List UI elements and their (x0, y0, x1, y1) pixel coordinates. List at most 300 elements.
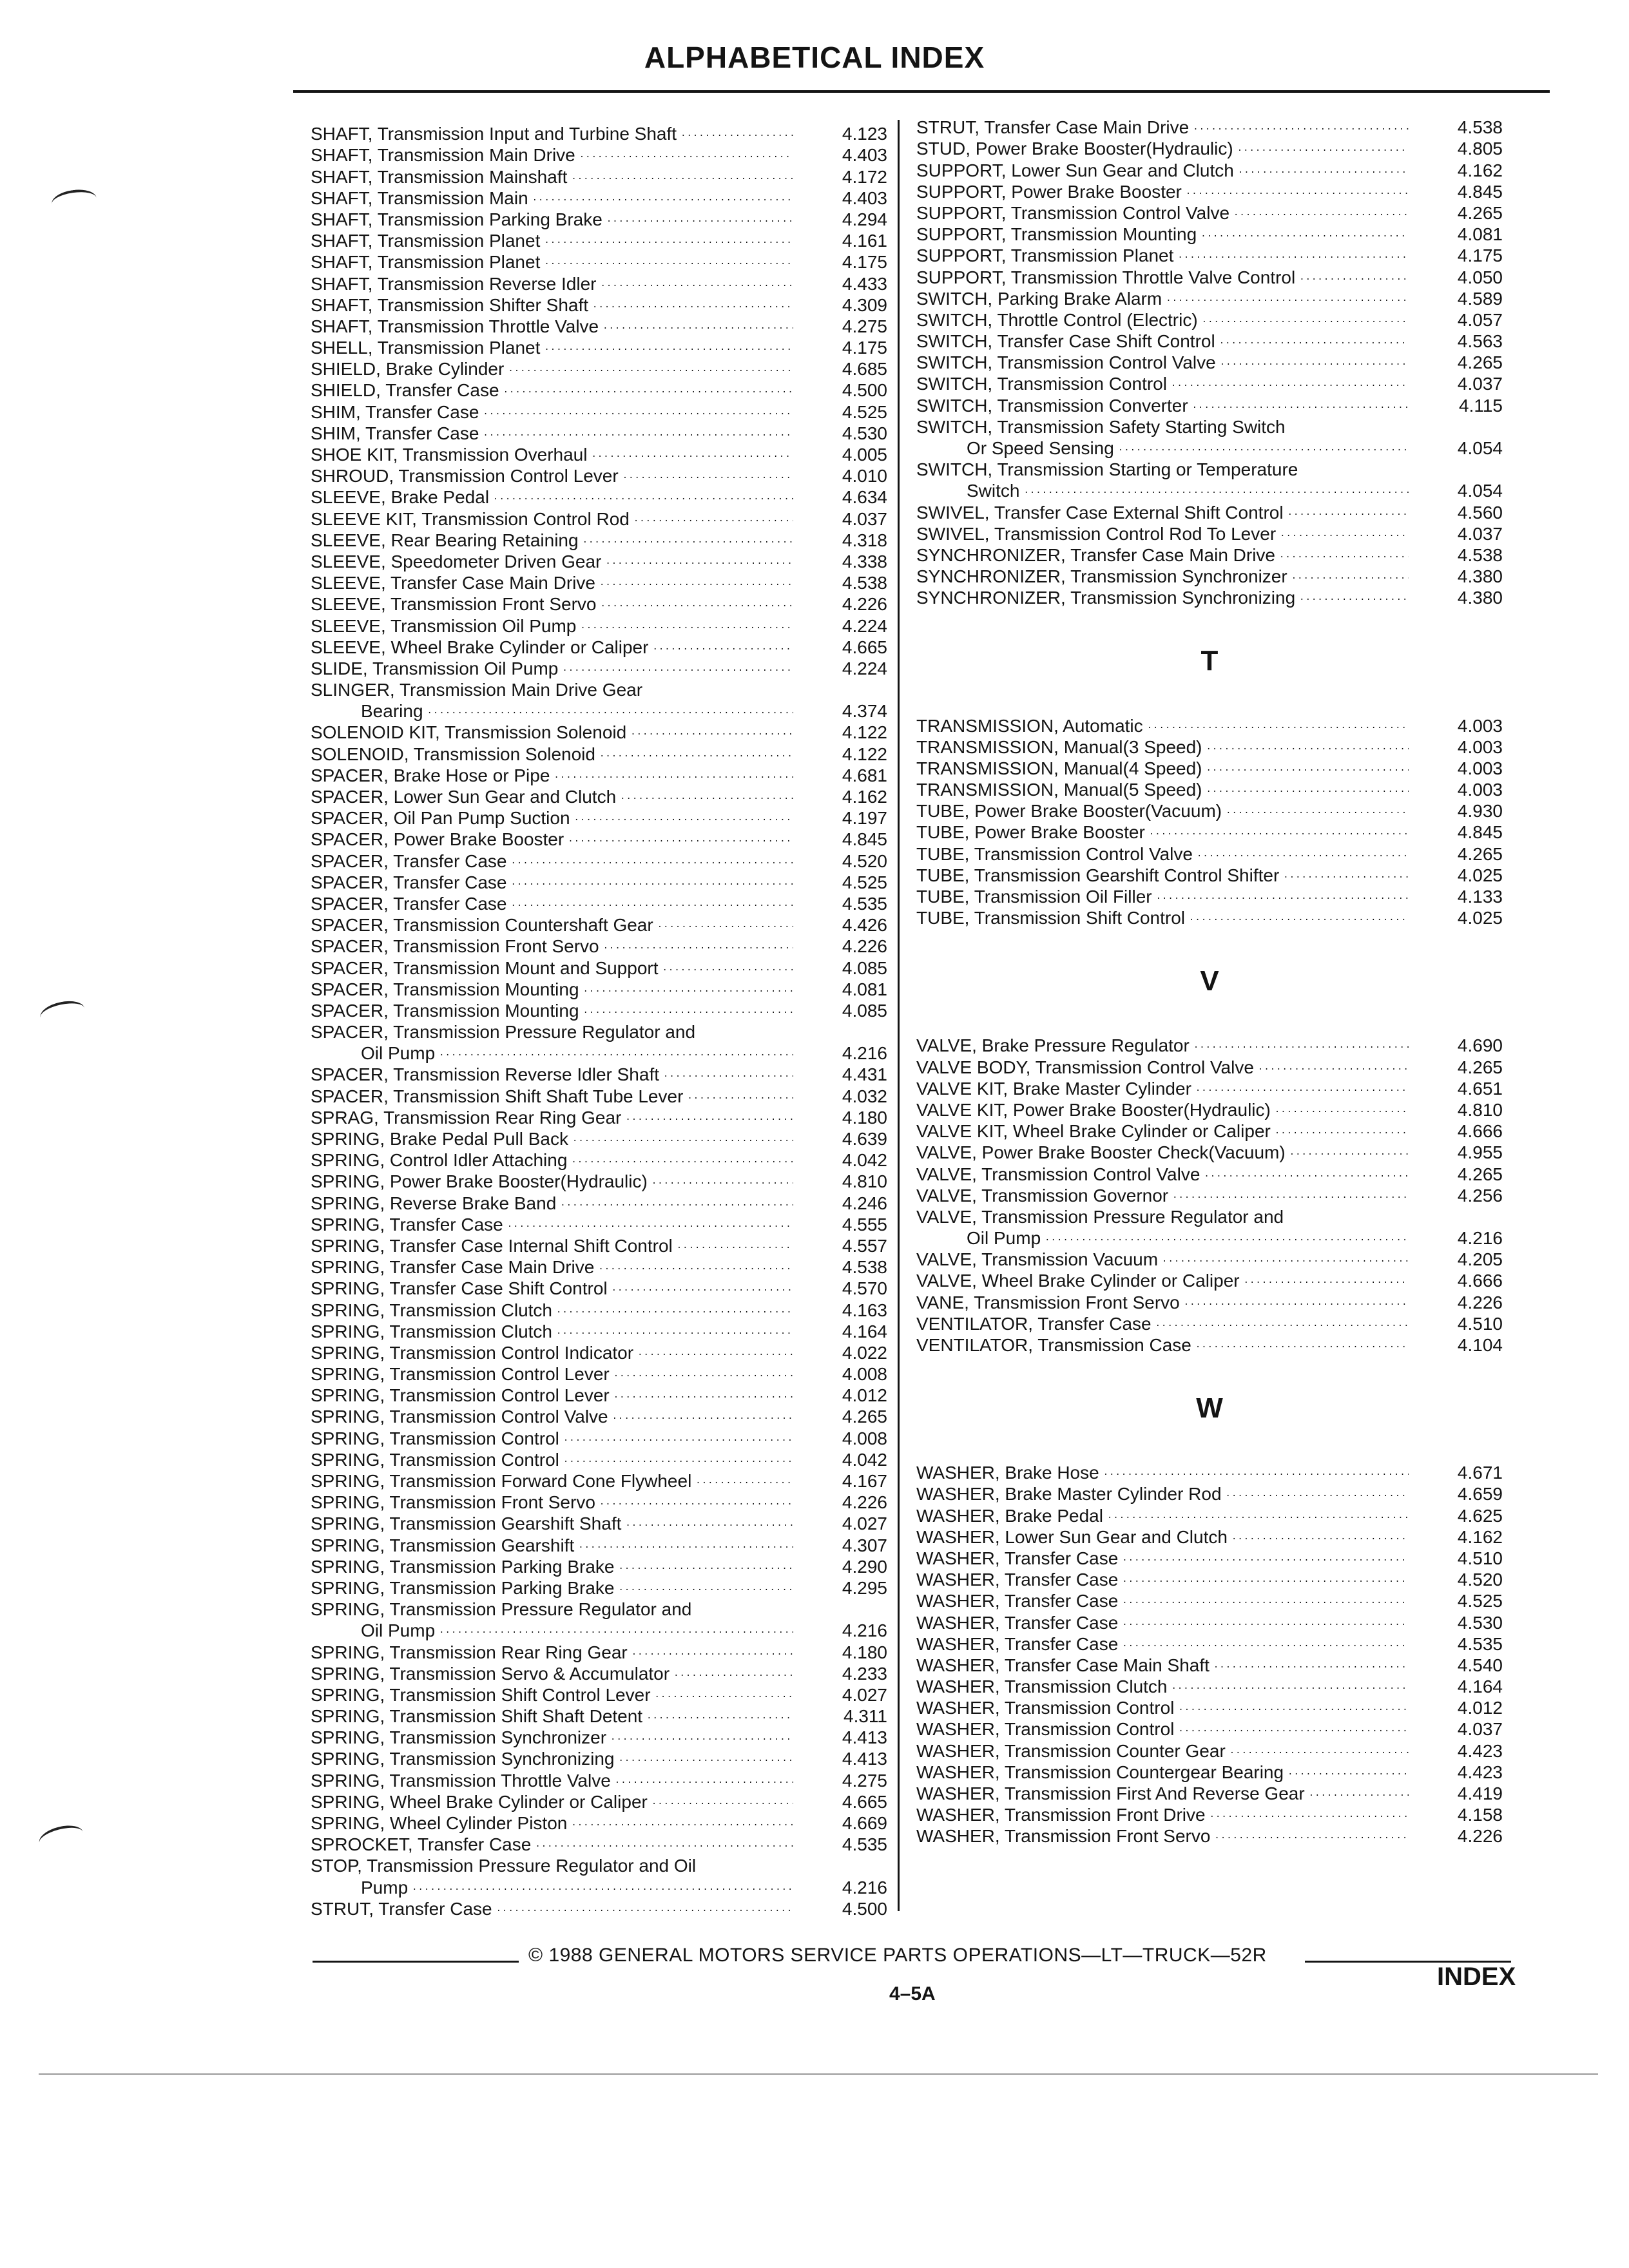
dot-leader (560, 1197, 793, 1210)
footer-copyright: © 1988 GENERAL MOTORS SERVICE PARTS OPERATIONS—LT—TRUCK—52R (528, 1945, 1267, 1966)
dot-leader (1287, 1211, 1409, 1224)
entry-page-number: 4.665 (842, 637, 887, 657)
entry-label: TRANSMISSION, Manual(4 Speed) (916, 758, 1202, 778)
index-entry (311, 358, 887, 379)
dot-leader (572, 1133, 793, 1146)
dot-leader (1238, 164, 1409, 177)
dot-leader (677, 1240, 793, 1253)
entry-page-number: 4.538 (842, 1257, 887, 1278)
entry-label: Or Speed Sensing (967, 438, 1114, 458)
index-entry (916, 1568, 1503, 1590)
entry-page-number: 4.666 (1457, 1121, 1503, 1142)
index-entry (916, 1291, 1503, 1312)
entry-page-number: 4.085 (842, 957, 887, 978)
entry-label: SLEEVE, Wheel Brake Cylinder or Caliper (311, 637, 649, 657)
index-entry (311, 1427, 887, 1448)
index-entry (311, 1021, 887, 1042)
index-entry (916, 1718, 1503, 1739)
dot-leader (1122, 1617, 1409, 1629)
entry-label: TUBE, Power Brake Booster (916, 822, 1145, 843)
index-entry (311, 956, 887, 977)
entry-page-number: 4.054 (1457, 481, 1503, 501)
entry-page-number: 4.625 (1457, 1505, 1503, 1526)
entry-label: SLEEVE, Speedometer Driven Gear (311, 551, 602, 572)
dot-leader (554, 769, 793, 782)
entry-page-number: 4.162 (1457, 160, 1503, 180)
dot-leader (1193, 121, 1409, 134)
dot-leader (1155, 1318, 1409, 1331)
entry-page-number: 4.265 (842, 1407, 887, 1427)
index-entry (311, 914, 887, 935)
entry-label: SHIELD, Transfer Case (311, 380, 499, 401)
entry-label: SPACER, Transfer Case (311, 872, 507, 892)
index-entry (916, 1248, 1503, 1269)
entry-page-number: 4.180 (842, 1642, 887, 1662)
section-label: INDEX (1437, 1963, 1516, 1991)
entry-page-number: 4.805 (1457, 139, 1503, 159)
entry-page-number: 4.226 (842, 594, 887, 615)
dot-leader (630, 726, 793, 739)
index-entry (311, 1598, 887, 1619)
entry-label: WASHER, Transfer Case (916, 1570, 1119, 1590)
index-entry (916, 1206, 1503, 1227)
left-index-column (311, 122, 887, 1919)
entry-label: WASHER, Transfer Case (916, 1548, 1119, 1568)
dot-leader (646, 1710, 793, 1723)
entry-page-number: 4.535 (842, 1834, 887, 1855)
entry-label: VALVE, Wheel Brake Cylinder or Caliper (916, 1271, 1240, 1291)
dot-leader (612, 1410, 793, 1423)
entry-page-number: 4.081 (1457, 224, 1503, 245)
entry-label: VALVE, Power Brake Booster Check(Vacuum) (916, 1142, 1286, 1163)
index-entry (311, 678, 887, 700)
index-entry (311, 614, 887, 635)
entry-page-number: 4.290 (842, 1556, 887, 1577)
entry-label: SHAFT, Transmission Planet (311, 252, 541, 273)
entry-page-number: 4.955 (1457, 1142, 1503, 1163)
dot-leader (583, 1004, 793, 1017)
footer-rule-left (313, 1961, 519, 1963)
entry-label: WASHER, Transfer Case (916, 1612, 1119, 1633)
entry-label: VALVE, Transmission Vacuum (916, 1249, 1159, 1270)
index-entry (311, 1747, 887, 1769)
dot-leader (1206, 783, 1409, 796)
index-entry (916, 416, 1503, 437)
entry-page-number: 4.403 (842, 145, 887, 166)
entry-page-number: 4.167 (842, 1471, 887, 1491)
entry-label: SWITCH, Parking Brake Alarm (916, 288, 1162, 309)
dot-leader (1283, 869, 1409, 882)
dot-leader (633, 513, 793, 526)
dot-leader (687, 1090, 793, 1103)
index-entry (311, 1042, 887, 1063)
index-entry (311, 871, 887, 892)
page-title: ALPHABETICAL INDEX (644, 41, 985, 74)
index-entry (311, 1277, 887, 1298)
index-entry (311, 1128, 887, 1149)
entry-label: TRANSMISSION, Manual(5 Speed) (916, 780, 1202, 800)
dot-leader (673, 1667, 793, 1680)
index-entry (311, 742, 887, 764)
entry-label: SHELL, Transmission Planet (311, 338, 541, 358)
index-entry (311, 849, 887, 870)
entry-label: SPACER, Transmission Pressure Regulator and (311, 1022, 696, 1043)
index-entry (916, 1077, 1503, 1099)
entry-page-number: 4.246 (842, 1193, 887, 1213)
index-entry (916, 757, 1503, 778)
dot-leader (1122, 1573, 1409, 1586)
entry-label: SLINGER, Transmission Main Drive Gear (311, 680, 643, 700)
dot-leader (1299, 271, 1409, 284)
dot-leader (1287, 506, 1409, 519)
entry-label: WASHER, Transmission Front Drive (916, 1805, 1206, 1825)
entry-page-number: 4.054 (1457, 438, 1503, 458)
entry-label: WASHER, Transfer Case (916, 1633, 1119, 1654)
dot-leader (1200, 228, 1409, 241)
entry-page-number: 4.845 (1457, 181, 1503, 202)
index-entry (916, 330, 1503, 351)
dot-leader (1287, 1766, 1409, 1779)
index-entry (311, 1898, 887, 1919)
dot-leader (507, 1218, 793, 1231)
dot-leader (1275, 1104, 1409, 1117)
dot-leader (619, 1753, 793, 1765)
index-entry (311, 978, 887, 999)
entry-label: SOLENOID KIT, Transmission Solenoid (311, 722, 627, 743)
index-entry (311, 1213, 887, 1235)
index-entry (311, 1533, 887, 1555)
entry-page-number: 4.634 (842, 487, 887, 508)
entry-page-number: 4.374 (842, 701, 887, 722)
index-entry (311, 251, 887, 272)
entry-page-number: 4.309 (842, 294, 887, 315)
index-entry (311, 785, 887, 807)
entry-page-number: 4.265 (1457, 202, 1503, 223)
index-entry (311, 272, 887, 293)
dot-leader (662, 962, 793, 975)
entry-label: SPRING, Transfer Case Main Drive (311, 1257, 595, 1278)
dot-leader (591, 448, 793, 461)
index-entry (311, 465, 887, 486)
index-entry (916, 1611, 1503, 1632)
index-entry (311, 1640, 887, 1662)
entry-page-number: 4.639 (842, 1129, 887, 1149)
index-entry (916, 223, 1503, 244)
index-entry (916, 1141, 1503, 1162)
index-entry (916, 1633, 1503, 1654)
entry-label: SHAFT, Transmission Main Drive (311, 145, 575, 166)
entry-page-number: 4.433 (842, 273, 887, 294)
entry-page-number: 4.570 (842, 1278, 887, 1299)
dot-leader (1275, 1125, 1409, 1138)
index-entry (916, 1120, 1503, 1141)
dot-leader (657, 919, 793, 932)
dot-leader (563, 1454, 793, 1466)
dot-leader (1289, 1146, 1409, 1159)
dot-leader (1177, 249, 1409, 262)
entry-label: SPRING, Transmission Front Servo (311, 1492, 595, 1513)
entry-page-number: 4.520 (1457, 1570, 1503, 1590)
entry-page-number: 4.810 (842, 1171, 887, 1192)
v-entries-group (916, 1034, 1503, 1355)
index-entry (311, 636, 887, 657)
dot-leader (1147, 720, 1409, 733)
dot-leader (510, 898, 793, 910)
dot-leader (562, 662, 793, 675)
entry-label: STUD, Power Brake Booster(Hydraulic) (916, 139, 1233, 159)
entry-label: SPACER, Oil Pan Pump Suction (311, 808, 570, 829)
entry-page-number: 4.161 (842, 231, 887, 251)
entry-label: TUBE, Transmission Oil Filler (916, 887, 1152, 907)
index-entry (916, 351, 1503, 372)
entry-label: SUPPORT, Transmission Throttle Valve Control (916, 267, 1296, 287)
index-entry (311, 721, 887, 742)
entry-label: SPRING, Transmission Clutch (311, 1300, 552, 1320)
index-entry (916, 1696, 1503, 1718)
page-number: 4–5A (889, 1983, 936, 2004)
index-entry (916, 1055, 1503, 1077)
entry-page-number: 4.224 (842, 615, 887, 636)
entry-label: STRUT, Transfer Case (311, 1898, 492, 1919)
dot-leader (619, 1561, 794, 1573)
entry-label: SPACER, Lower Sun Gear and Clutch (311, 787, 617, 807)
dot-leader (613, 1389, 793, 1402)
index-entry (311, 1106, 887, 1128)
entry-label: TRANSMISSION, Automatic (916, 715, 1143, 736)
entry-label: VENTILATOR, Transmission Case (916, 1335, 1191, 1355)
entry-label: SUPPORT, Transmission Mounting (916, 224, 1197, 245)
entry-page-number: 4.651 (1457, 1078, 1503, 1099)
entry-page-number: 4.226 (842, 1492, 887, 1513)
entry-label: SPRING, Brake Pedal Pull Back (311, 1129, 568, 1149)
dot-leader (1206, 741, 1409, 754)
entry-page-number: 4.162 (1457, 1526, 1503, 1547)
index-entry (916, 479, 1503, 501)
entry-label: SPRING, Transmission Synchronizer (311, 1727, 607, 1748)
dot-leader (631, 1646, 793, 1659)
entry-page-number: 4.423 (1457, 1740, 1503, 1761)
dot-leader (1189, 912, 1409, 925)
dot-leader (637, 1347, 793, 1360)
dot-leader (599, 577, 793, 590)
entry-label: SWITCH, Throttle Control (Electric) (916, 309, 1198, 330)
dot-leader (1195, 1082, 1409, 1095)
entry-label: SPRING, Transmission Parking Brake (311, 1577, 615, 1598)
index-entry (916, 1526, 1503, 1547)
dot-leader (1229, 1745, 1409, 1758)
entry-page-number: 4.010 (842, 466, 887, 486)
entry-page-number: 4.535 (842, 893, 887, 914)
index-entry (916, 714, 1503, 735)
index-entry (311, 1063, 887, 1084)
dot-leader (503, 384, 793, 397)
s-entries-group (916, 116, 1503, 608)
entry-label: SYNCHRONIZER, Transmission Synchronizer (916, 566, 1287, 587)
dot-leader (1171, 378, 1409, 390)
index-entry (311, 807, 887, 828)
index-entry (311, 1320, 887, 1341)
dot-leader (1107, 1510, 1409, 1523)
index-entry (916, 501, 1503, 522)
entry-page-number: 4.175 (842, 252, 887, 273)
entry-page-number: 4.275 (842, 1770, 887, 1791)
entry-label: WASHER, Transmission Front Servo (916, 1826, 1211, 1847)
entry-page-number: 4.005 (842, 445, 887, 465)
dot-leader (1178, 1702, 1409, 1715)
dot-leader (613, 1368, 793, 1381)
entry-label: SWITCH, Transmission Converter (916, 395, 1188, 416)
entry-page-number: 4.555 (842, 1214, 887, 1235)
dot-leader (600, 278, 793, 291)
index-entry (311, 122, 887, 144)
entry-label: TUBE, Transmission Control Valve (916, 843, 1193, 864)
entry-page-number: 4.510 (1457, 1548, 1503, 1568)
entry-page-number: 4.205 (1457, 1249, 1503, 1270)
dot-leader (599, 1496, 793, 1509)
dot-leader (1103, 1466, 1409, 1479)
index-entry (916, 1782, 1503, 1803)
entry-page-number: 4.690 (1457, 1035, 1503, 1056)
entry-label: SLEEVE, Rear Bearing Retaining (311, 530, 579, 550)
dot-leader (625, 1111, 793, 1124)
index-entry (916, 159, 1503, 180)
entry-page-number: 4.535 (1457, 1633, 1503, 1654)
dot-leader (544, 256, 793, 269)
entry-page-number: 4.563 (1457, 331, 1503, 352)
dot-leader (1202, 314, 1409, 327)
entry-label: SPACER, Brake Hose or Pipe (311, 765, 550, 785)
dot-leader (493, 491, 793, 504)
entry-label: SWIVEL, Transfer Case External Shift Control (916, 502, 1284, 523)
entry-label: WASHER, Transfer Case (916, 1591, 1119, 1611)
index-entry (311, 1363, 887, 1384)
entry-label: SLEEVE, Brake Pedal (311, 487, 490, 508)
entry-page-number: 4.295 (842, 1577, 887, 1598)
entry-label: SHIELD, Brake Cylinder (311, 359, 505, 380)
entry-label: SYNCHRONIZER, Transmission Synchronizing (916, 588, 1296, 608)
entry-label: SPRING, Transmission Forward Cone Flywheel (311, 1471, 692, 1491)
entry-page-number: 4.042 (842, 1150, 887, 1171)
entry-label: SPACER, Transmission Mounting (311, 979, 579, 999)
index-entry (916, 565, 1503, 586)
entry-page-number: 4.003 (1457, 736, 1503, 757)
entry-label: SHOE KIT, Transmission Overhaul (311, 445, 588, 465)
entry-label: SLEEVE KIT, Transmission Control Rod (311, 508, 630, 529)
entry-page-number: 4.175 (842, 338, 887, 358)
entry-label: SHAFT, Transmission Mainshaft (311, 166, 568, 187)
entry-page-number: 4.431 (842, 1064, 887, 1085)
index-entry (311, 1705, 887, 1726)
dot-leader (603, 940, 793, 953)
index-entry (311, 144, 887, 165)
section-letter-t: T (1200, 644, 1219, 677)
entry-page-number: 4.115 (1459, 395, 1503, 416)
index-entry (311, 572, 887, 593)
entry-label: SPRING, Transmission Pressure Regulator and (311, 1599, 692, 1620)
entry-page-number: 4.226 (1457, 1826, 1503, 1847)
index-entry (311, 336, 887, 358)
entry-label: SPRING, Transmission Control Valve (311, 1407, 608, 1427)
entry-page-number: 4.665 (842, 1791, 887, 1812)
entry-page-number: 4.012 (842, 1385, 887, 1406)
entry-page-number: 4.413 (842, 1749, 887, 1769)
entry-label: SPACER, Transmission Shift Shaft Tube Lever (311, 1086, 684, 1106)
dot-leader (568, 833, 793, 846)
entry-label: SPRING, Transmission Gearshift (311, 1535, 575, 1555)
index-entry (916, 736, 1503, 757)
entry-label: VALVE KIT, Wheel Brake Cylinder or Caliper (916, 1121, 1271, 1142)
entry-page-number: 4.104 (1457, 1335, 1503, 1355)
dot-leader (1118, 442, 1409, 455)
entry-label: SPRING, Transmission Parking Brake (311, 1556, 615, 1577)
dot-leader (1302, 463, 1409, 476)
dot-leader (579, 149, 793, 162)
dot-leader (619, 1582, 794, 1595)
entry-page-number: 4.122 (842, 744, 887, 764)
index-entry (311, 1791, 887, 1812)
index-entry (916, 842, 1503, 863)
column-divider (898, 120, 900, 1911)
entry-label: TUBE, Transmission Shift Control (916, 908, 1186, 928)
index-entry (311, 1619, 887, 1640)
dot-leader (1171, 1680, 1409, 1693)
entry-label: WASHER, Transmission Control (916, 1719, 1175, 1740)
entry-label: WASHER, Brake Master Cylinder Rod (916, 1484, 1222, 1504)
dot-leader (1195, 1339, 1409, 1352)
entry-page-number: 4.123 (842, 124, 887, 144)
entry-page-number: 4.669 (842, 1813, 887, 1833)
dot-leader (1219, 335, 1409, 348)
entry-label: SPROCKET, Transfer Case (311, 1834, 532, 1855)
index-entry (916, 458, 1503, 479)
entry-page-number: 4.403 (842, 187, 887, 208)
index-entry (916, 1227, 1503, 1248)
entry-page-number: 4.538 (842, 573, 887, 593)
entry-label: Bearing (361, 701, 423, 722)
entry-label: SPRING, Transmission Clutch (311, 1321, 552, 1341)
entry-label: SWIVEL, Transmission Control Rod To Lever (916, 523, 1277, 544)
entry-page-number: 4.158 (1457, 1805, 1503, 1825)
entry-label: VALVE, Brake Pressure Regulator (916, 1035, 1190, 1056)
entry-page-number: 4.164 (842, 1321, 887, 1341)
dot-leader (1023, 485, 1409, 497)
index-entry (916, 202, 1503, 223)
entry-page-number: 4.538 (1457, 544, 1503, 565)
dot-leader (1220, 356, 1409, 369)
index-entry (916, 1312, 1503, 1334)
entry-page-number: 4.085 (842, 1000, 887, 1021)
entry-page-number: 4.008 (842, 1364, 887, 1385)
dot-leader (427, 705, 793, 718)
dot-leader (439, 1047, 793, 1060)
dot-leader (1178, 1723, 1409, 1736)
entry-page-number: 4.589 (1457, 288, 1503, 309)
dot-leader (1156, 890, 1409, 903)
entry-label: SPACER, Transfer Case (311, 850, 507, 871)
entry-page-number: 4.666 (1457, 1271, 1503, 1291)
entry-page-number: 4.307 (842, 1535, 887, 1555)
entry-label: SPRING, Transfer Case Internal Shift Control (311, 1235, 673, 1256)
dot-leader (1045, 1232, 1409, 1245)
index-entry (311, 1405, 887, 1427)
dot-leader (695, 1475, 793, 1488)
entry-label: STRUT, Transfer Case Main Drive (916, 117, 1190, 138)
entry-page-number: 4.557 (842, 1235, 887, 1256)
entry-label: Oil Pump (967, 1228, 1041, 1249)
index-entry (916, 137, 1503, 159)
entry-label: SPRING, Transmission Gearshift Shaft (311, 1514, 622, 1534)
entry-label: SLEEVE, Transmission Front Servo (311, 594, 597, 615)
